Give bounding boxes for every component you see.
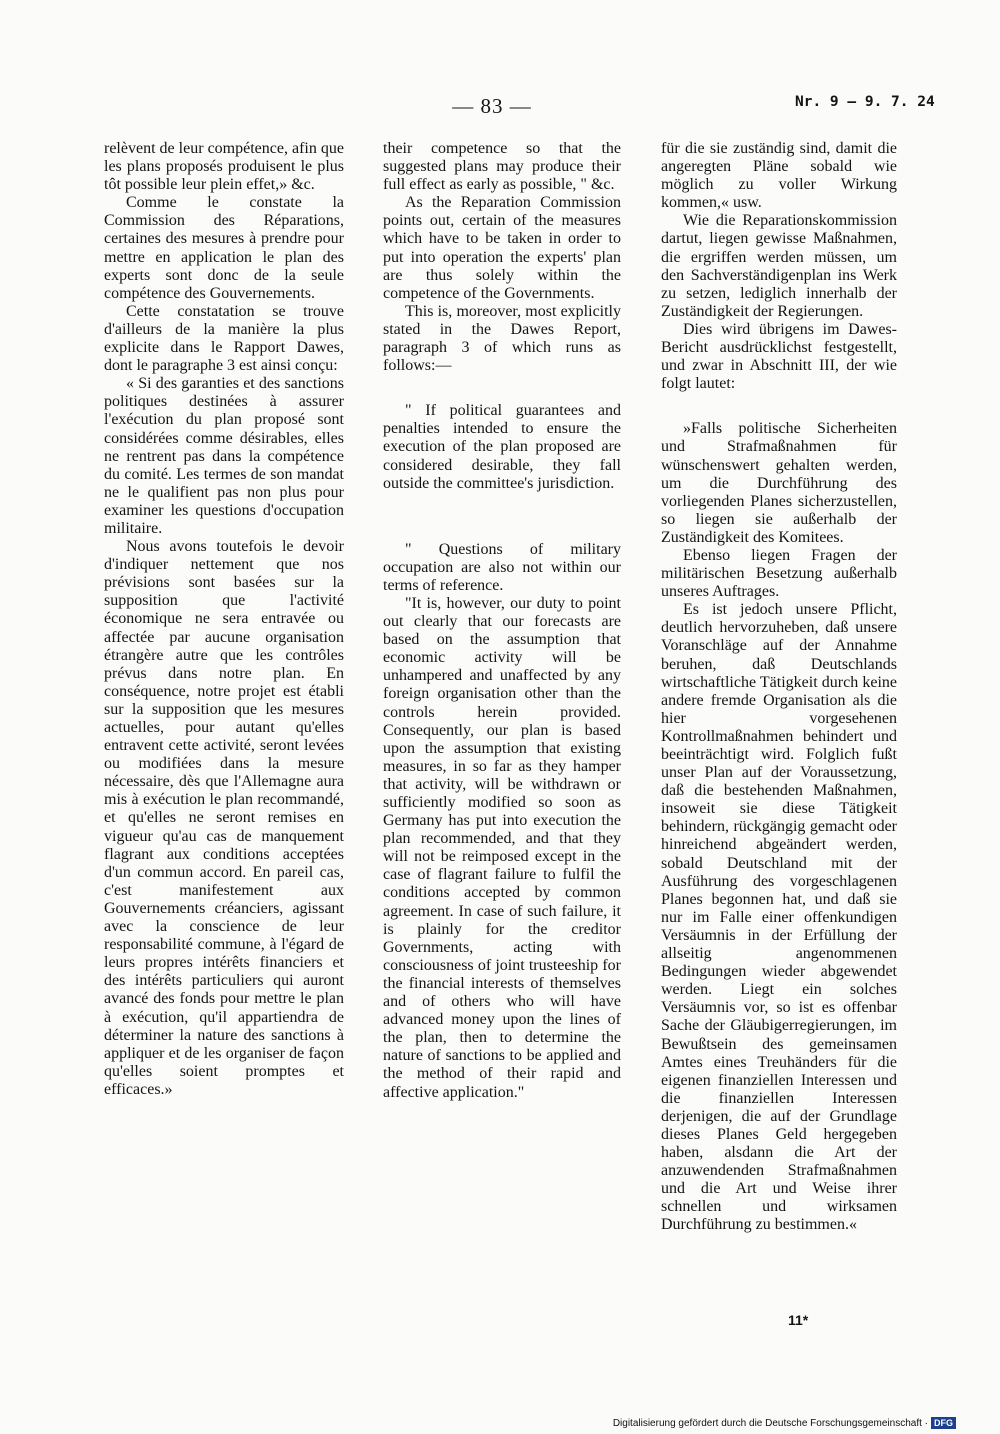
english-column [383, 140, 621, 1102]
french-paragraph-1: relèvent de leur compétence, afin que les plans proposés produisent le plus tôt possible leur plein effet,» &c. [104, 140, 344, 194]
german-paragraph-4: »Falls politische Sicherheiten und Strafmaßnahmen für wünschenswert gehalten werden, um die Durchführung des vorliegenden Planes sicherzustellen, so liegen sie außerhalb der Zuständigkeit des Komitees. [661, 420, 897, 546]
english-paragraph-2: As the Reparation Commission points out, certain of the measures which have to be taken in order to put into operation the experts' plan are thus solely within the competence of the Governments. [383, 194, 621, 302]
french-paragraph-5: Nous avons toutefois le devoir d'indiquer nettement que nos prévisions sont basées sur la supposition que l'activité économique ne sera entravée ou affectée par aucune organisation étrangère autre que les contrôles prévus dans notre plan. En conséquence, notre projet est établi sur la supposition que les mesures actuelles, pour autant qu'elles entravent cette activité, seront levées ou modifiées dans la mesure nécessaire, dès que l'Allemagne aura mis à exécution le plan recommandé, et qu'elles ne seront remises en vigueur qu'au cas de manquement flagrant aux conditions acceptées d'un commun accord. En pareil cas, c'est manifestement aux Gouvernements créanciers, agissant avec la conscience de leur responsabilité commune, à l'égard de leurs propres intérêts financiers et des intérêts particuliers qui auront avancé des fonds pour mettre le plan à exécution, qu'il appartiendra de déterminer la nature des sanctions à appliquer et de les organiser de façon qu'elles soient promptes et efficaces.» [104, 538, 344, 1098]
english-paragraph-6: "It is, however, our duty to point out clearly that our forecasts are based on the assumption that economic activity will be unhampered and unaffected by any foreign organisation other than the controls herein provided. Consequently, our plan is based upon the assumption that existing measures, in so far as they hamper that activity, will be withdrawn or sufficiently modified so soon as Germany has put into execution the plan recommended, and that they will not be reimposed except in the case of flagrant failure to fulfil the conditions accepted by common agreement. In case of such failure, it is plainly for the creditor Governments, acting with consciousness of joint trusteeship for the financial interests of themselves and of others who will have advanced money upon the lines of the plan, then to determine the nature of sanctions to be applied and the method of their rapid and affective application." [383, 594, 621, 1101]
german-paragraph-2: Wie die Reparationskommission dartut, liegen gewisse Maßnahmen, die ergriffen werden müssen, um den Sachverständigenplan ins Werk zu setzen, lediglich innerhalb der Zuständigkeit der Regierungen. [661, 212, 897, 320]
german-paragraph-3: Dies wird übrigens im Dawes-Bericht ausdrücklichst festgestellt, und zwar in Abschnitt III, der wie folgt lautet: [661, 320, 897, 393]
dfg-logo-icon: DFG [931, 1417, 956, 1429]
french-paragraph-4: « Si des garanties et des sanctions politiques destinées à assurer l'exécution du plan proposé sont considérées comme désirables, elles ne rentrent pas dans la compétence du comité. Les termes de son mandat ne le qualifient pas non plus pour examiner les questions d'occupation militaire. [104, 375, 344, 537]
french-paragraph-3: Cette constatation se trouve d'ailleurs de la manière la plus explicite dans le Rapport Dawes, dont le paragraphe 3 est ainsi conçu: [104, 302, 344, 375]
german-paragraph-1: für die sie zuständig sind, damit die angeregten Pläne sobald wie möglich zu voller Wirkung kommen,« usw. [661, 140, 897, 212]
french-paragraph-2: Comme le constate la Commission des Réparations, certaines des mesures à prendre pour mettre en application le plan des experts sont donc de la seule compétence des Gouvernements. [104, 194, 344, 302]
credit-text: Digitalisierung gefördert durch die Deutsche Forschungsgemeinschaft · [612, 1417, 928, 1429]
digitization-credit [613, 1417, 956, 1429]
french-column [104, 140, 344, 1099]
english-paragraph-4: " If political guarantees and penalties intended to ensure the execution of the plan proposed are considered desirable, they fall outside the committee's jurisdiction. [383, 402, 621, 492]
issue-label: Nr. 9 — 9. 7. 24 [795, 94, 935, 110]
page-number: — 83 — [452, 94, 532, 118]
german-paragraph-5: Ebenso liegen Fragen der militärischen Besetzung außerhalb unseres Auftrages. [661, 546, 897, 601]
english-paragraph-5: " Questions of military occupation are also not within our terms of reference. [383, 540, 621, 594]
german-paragraph-6: Es ist jedoch unsere Pflicht, deutlich hervorzuheben, daß unsere Voranschläge auf der Annahme beruhen, daß Deutschlands wirtschaftliche Tätigkeit durch keine andere fremde Organisation als die hier vorgesehenen Kontrollmaßnahmen behindert und beeinträchtigt wird. Folglich fußt unser Plan auf der Voraussetzung, daß die bestehenden Maßnahmen, insoweit sie diese Tätigkeit behindern, rückgängig gemacht oder hinreichend abgeändert werden, sobald Deutschland mit der Ausführung des vorgeschlagenen Planes begonnen hat, und daß sie nur im Falle einer offenkundigen Versäumnis in der Erfüllung der allseitig angenommenen Bedingungen wieder abgewendet werden. Liegt ein solches Versäumnis vor, so ist es offenbar Sache der Gläubigerregierungen, im Bewußtsein des gemeinsamen Amtes eines Treuhänders für die eigenen finanziellen Interessen und die finanziellen Interessen derjenigen, die auf der Grundlage dieses Planes Geld hergegeben haben, alsdann die Art der anzuwendenden Strafmaßnahmen und die Art und Weise ihrer schnellen und wirksamen Durchführung zu bestimmen.« [661, 601, 897, 1234]
english-paragraph-3: This is, moreover, most explicitly stated in the Dawes Report, paragraph 3 of which runs as follows:— [383, 302, 621, 375]
german-column [661, 140, 897, 1235]
english-paragraph-1: their competence so that the suggested plans may produce their full effect as early as possible, " &c. [383, 140, 621, 194]
sheet-signature: 11* [788, 1312, 809, 1328]
